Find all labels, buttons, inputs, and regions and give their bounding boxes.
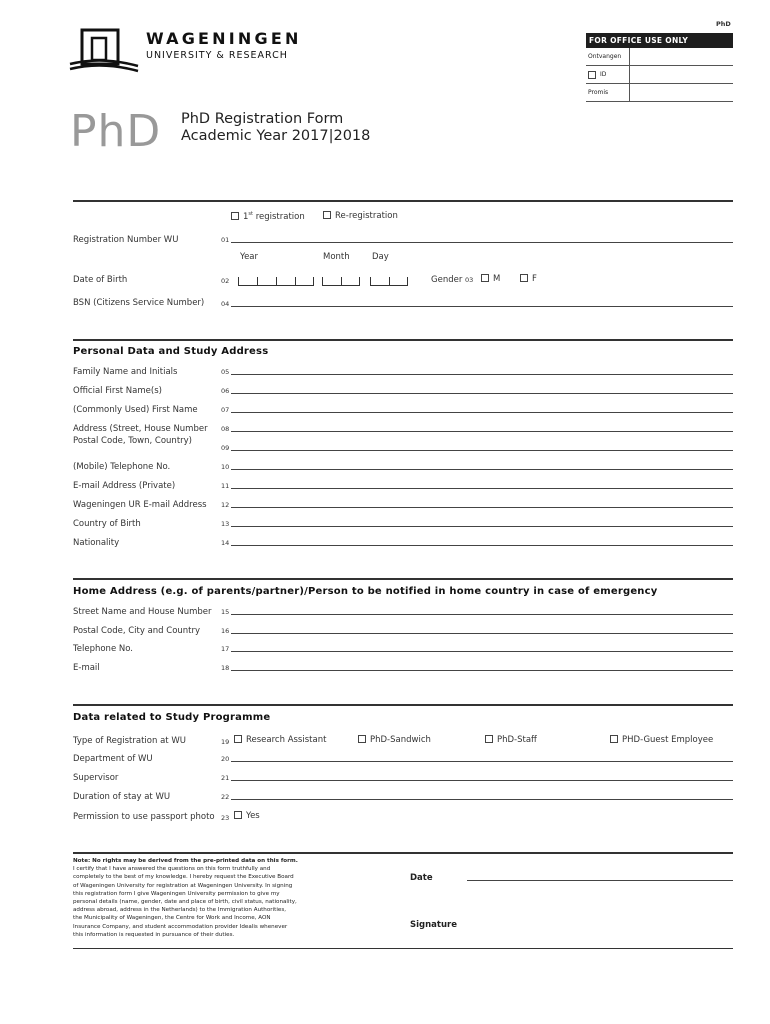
option-label: PhD-Sandwich bbox=[370, 735, 431, 745]
field-input[interactable] bbox=[231, 393, 733, 394]
gender-m-option[interactable] bbox=[481, 274, 500, 284]
bsn-input[interactable] bbox=[231, 306, 733, 307]
year-header: Year bbox=[240, 252, 258, 262]
phd-staff-option[interactable] bbox=[485, 735, 537, 745]
dob-day-input[interactable] bbox=[370, 278, 408, 286]
field-label: Duration of stay at WU bbox=[73, 792, 171, 802]
option-label: PhD-Staff bbox=[497, 735, 537, 745]
divider bbox=[73, 339, 733, 341]
office-row-ontvangen bbox=[586, 48, 733, 66]
field-label: Supervisor bbox=[73, 773, 119, 783]
gender-m-label: M bbox=[493, 274, 501, 284]
phd-sandwich-option[interactable] bbox=[358, 735, 431, 745]
first-registration-label: registration bbox=[255, 211, 305, 222]
dob-year-input[interactable] bbox=[238, 278, 314, 286]
study-section-title: Data related to Study Programme bbox=[73, 712, 271, 723]
re-registration-label: Re-registration bbox=[335, 211, 398, 221]
field-num: 20 bbox=[221, 755, 230, 763]
field-num: 07 bbox=[221, 406, 230, 414]
first-registration-checkbox[interactable] bbox=[231, 212, 239, 220]
photo-permission-label: Permission to use passport photo bbox=[73, 812, 215, 822]
field-num: 01 bbox=[221, 236, 230, 244]
field-label: Official First Name(s) bbox=[73, 386, 162, 396]
research-assistant-checkbox[interactable] bbox=[234, 735, 242, 743]
note-line: this information is requested in pursuance of their duties. bbox=[73, 931, 235, 938]
page-tag: PhD bbox=[716, 20, 731, 28]
note-line: this registration form I give Wageningen University permission to give my bbox=[73, 890, 280, 897]
phd-mark: PhD bbox=[70, 106, 162, 157]
field-num: 12 bbox=[221, 501, 230, 509]
office-id-label: ID bbox=[600, 71, 607, 78]
personal-section-title: Personal Data and Study Address bbox=[73, 346, 269, 357]
field-num: 17 bbox=[221, 645, 230, 653]
research-assistant-option[interactable] bbox=[234, 735, 326, 745]
date-input[interactable] bbox=[467, 880, 733, 881]
field-label: Telephone No. bbox=[73, 644, 133, 654]
phd-guest-checkbox[interactable] bbox=[610, 735, 618, 743]
gender-m-checkbox[interactable] bbox=[481, 274, 489, 282]
field-label: Street Name and House Number bbox=[73, 607, 212, 617]
field-input[interactable] bbox=[231, 799, 733, 800]
field-label: E-mail Address (Private) bbox=[73, 481, 176, 491]
field-input[interactable] bbox=[231, 761, 733, 762]
field-label: Family Name and Initials bbox=[73, 367, 178, 377]
wur-logo bbox=[68, 26, 328, 74]
field-input[interactable] bbox=[231, 651, 733, 652]
office-row-promis bbox=[586, 84, 733, 102]
first-registration-option[interactable] bbox=[231, 211, 305, 222]
legal-note bbox=[73, 857, 343, 939]
note-line: personal details (name, gender, date and place of birth, civil status, nationality, bbox=[73, 899, 297, 906]
option-label: Research Assistant bbox=[246, 735, 327, 745]
photo-yes-checkbox[interactable] bbox=[234, 811, 242, 819]
gender-f-label: F bbox=[532, 274, 537, 284]
dob-month-input[interactable] bbox=[322, 278, 360, 286]
field-input[interactable] bbox=[231, 545, 733, 546]
office-row-label: Ontvangen bbox=[586, 48, 630, 65]
field-label: Nationality bbox=[73, 538, 120, 548]
field-input[interactable] bbox=[231, 780, 733, 781]
logo-mark-icon bbox=[68, 26, 140, 74]
office-row-label bbox=[586, 66, 630, 83]
phd-staff-checkbox[interactable] bbox=[485, 735, 493, 743]
signature-label: Signature bbox=[410, 920, 457, 930]
note-line: I certify that I have answered the questions on this form truthfully and bbox=[73, 866, 271, 873]
home-section-title: Home Address (e.g. of parents/partner)/Person to be notified in home country in case of emergency bbox=[73, 586, 658, 597]
office-field-id[interactable] bbox=[630, 66, 733, 83]
option-label: PHD-Guest Employee bbox=[622, 735, 714, 745]
note-line: the Municipality of Wageningen, the Centre for Work and Income, AON bbox=[73, 915, 271, 922]
id-checkbox[interactable] bbox=[588, 71, 596, 79]
field-num: 16 bbox=[221, 627, 230, 635]
note-heading: Note: No rights may be derived from the pre-printed data on this form. bbox=[73, 858, 298, 864]
field-label: Country of Birth bbox=[73, 519, 141, 529]
field-num: 13 bbox=[221, 520, 230, 528]
field-label: Wageningen UR E-mail Address bbox=[73, 500, 207, 510]
field-input[interactable] bbox=[231, 450, 733, 451]
divider bbox=[73, 852, 733, 854]
gender-field bbox=[431, 275, 473, 285]
field-num: 22 bbox=[221, 793, 230, 801]
field-num: 04 bbox=[221, 300, 230, 308]
field-num: 21 bbox=[221, 774, 230, 782]
field-num: 11 bbox=[221, 482, 230, 490]
gender-f-checkbox[interactable] bbox=[520, 274, 528, 282]
field-num: 15 bbox=[221, 608, 230, 616]
logo-line2: UNIVERSITY & RESEARCH bbox=[146, 50, 288, 61]
re-registration-option[interactable] bbox=[323, 211, 398, 221]
field-num: 05 bbox=[221, 368, 230, 376]
field-label: (Commonly Used) First Name bbox=[73, 405, 198, 415]
registration-type-label: Type of Registration at WU bbox=[73, 736, 186, 746]
office-field-promis[interactable] bbox=[630, 84, 733, 101]
field-label: Postal Code, Town, Country) bbox=[73, 436, 192, 446]
form-subtitle: Academic Year 2017|2018 bbox=[181, 128, 371, 144]
field-num: 19 bbox=[221, 738, 230, 746]
gender-f-option[interactable] bbox=[520, 274, 537, 284]
gender-label: Gender bbox=[431, 275, 463, 285]
field-input[interactable] bbox=[231, 670, 733, 671]
field-label: (Mobile) Telephone No. bbox=[73, 462, 171, 472]
field-num: 09 bbox=[221, 444, 230, 452]
first-sup: st bbox=[248, 211, 253, 217]
first-num: 1 bbox=[243, 211, 249, 222]
office-use-header: FOR OFFICE USE ONLY bbox=[586, 33, 733, 48]
field-num: 06 bbox=[221, 387, 230, 395]
note-line: Insurance Company, and student accommodation provider Idealis whenever bbox=[73, 923, 288, 930]
dob-label: Date of Birth bbox=[73, 275, 128, 285]
field-input[interactable] bbox=[231, 374, 733, 375]
divider bbox=[73, 578, 733, 580]
note-line: completely to the best of my knowledge. I hereby request the Executive Board bbox=[73, 874, 294, 881]
reg-number-label: Registration Number WU bbox=[73, 235, 179, 245]
field-label: E-mail bbox=[73, 663, 100, 673]
phd-sandwich-checkbox[interactable] bbox=[358, 735, 366, 743]
divider bbox=[73, 948, 733, 949]
bsn-label: BSN (Citizens Service Number) bbox=[73, 298, 205, 308]
field-label: Address (Street, House Number bbox=[73, 424, 208, 434]
field-num: 10 bbox=[221, 463, 230, 471]
field-input[interactable] bbox=[231, 614, 733, 615]
field-num: 23 bbox=[221, 814, 230, 822]
note-line: address abroad, address in the Netherlands) to the Immigration Authorities, bbox=[73, 907, 287, 914]
office-row-label: Promis bbox=[586, 84, 630, 101]
field-num: 03 bbox=[465, 276, 474, 284]
field-input[interactable] bbox=[231, 633, 733, 634]
office-use-box bbox=[586, 33, 733, 102]
field-input[interactable] bbox=[231, 488, 733, 489]
office-field-ontvangen[interactable] bbox=[630, 48, 733, 65]
note-line: of Wageningen University for registration at Wageningen University. In signing bbox=[73, 882, 293, 889]
phd-guest-option[interactable] bbox=[610, 735, 713, 745]
logo-line1: WAGENINGEN bbox=[146, 29, 302, 48]
date-label: Date bbox=[410, 873, 433, 883]
field-num: 02 bbox=[221, 277, 230, 285]
reg-number-input[interactable] bbox=[231, 242, 733, 243]
field-input[interactable] bbox=[231, 526, 733, 527]
field-num: 08 bbox=[221, 425, 230, 433]
divider bbox=[73, 200, 733, 202]
office-row-id bbox=[586, 66, 733, 84]
field-label: Postal Code, City and Country bbox=[73, 626, 201, 636]
day-header: Day bbox=[372, 252, 389, 262]
field-input[interactable] bbox=[231, 469, 733, 470]
field-input[interactable] bbox=[231, 507, 733, 508]
photo-yes-label: Yes bbox=[246, 811, 260, 821]
photo-yes-option[interactable] bbox=[234, 811, 260, 821]
divider bbox=[73, 704, 733, 706]
field-input[interactable] bbox=[231, 412, 733, 413]
field-num: 14 bbox=[221, 539, 230, 547]
form-title: PhD Registration Form bbox=[181, 111, 344, 127]
field-input[interactable] bbox=[231, 431, 733, 432]
field-num: 18 bbox=[221, 664, 230, 672]
re-registration-checkbox[interactable] bbox=[323, 211, 331, 219]
field-label: Department of WU bbox=[73, 754, 153, 764]
month-header: Month bbox=[323, 252, 350, 262]
